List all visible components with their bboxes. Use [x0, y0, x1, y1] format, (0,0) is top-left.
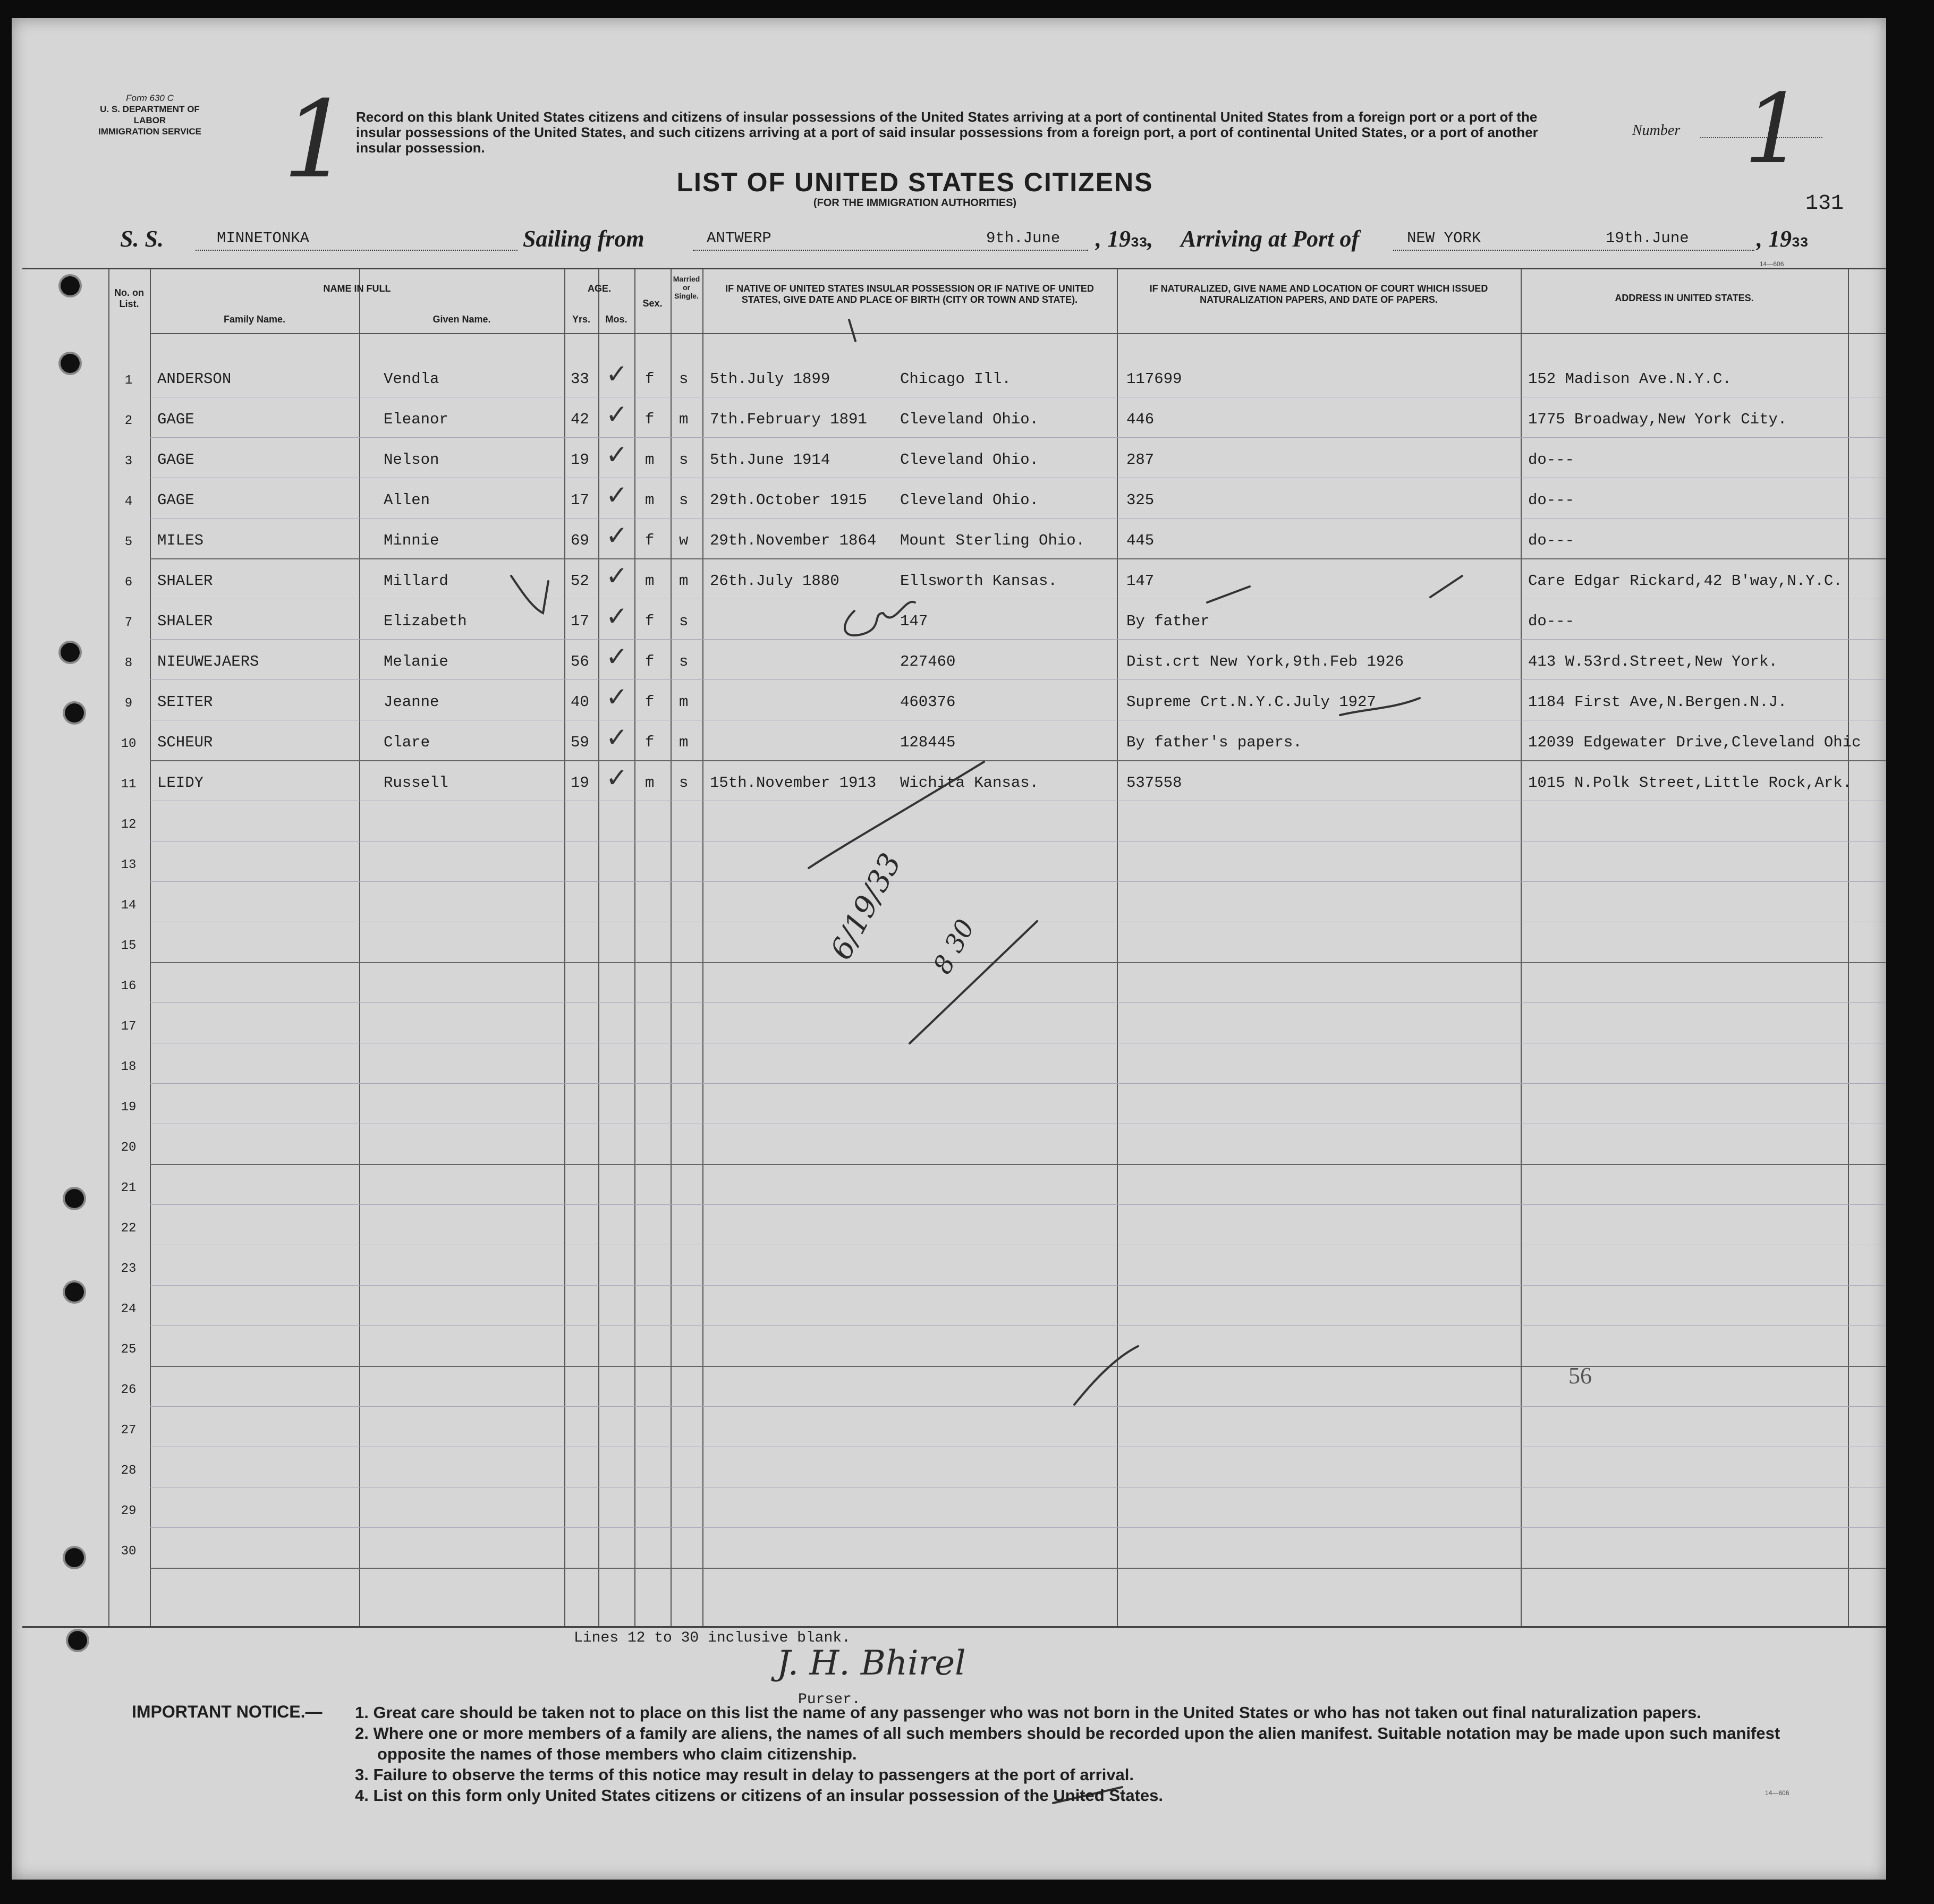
cell-status: s [679, 370, 689, 388]
sailing-year-prefix: 19 [1107, 226, 1131, 252]
stamp-number: 56 [1568, 1363, 1592, 1389]
manifest-sheet [12, 18, 1886, 1880]
cell-given-name: Nelson [384, 451, 439, 469]
row-number: 18 [121, 1060, 137, 1074]
cell-naturalization: Dist.crt New York,9th.Feb 1926 [1126, 653, 1404, 670]
cell-birth-date: 5th.June 1914 [710, 451, 830, 469]
cell-address: Care Edgar Rickard,42 B'way,N.Y.C. [1528, 572, 1843, 590]
arrival-year: , 1933 [1757, 226, 1809, 252]
cell-age: 33 [571, 370, 589, 388]
row-number: 24 [121, 1302, 137, 1316]
row-number: 29 [121, 1504, 137, 1518]
number-value: 1 [1744, 74, 1805, 185]
row-number: 7 [124, 616, 133, 630]
cell-address: do--- [1528, 491, 1575, 509]
cell-given-name: Eleanor [384, 411, 448, 428]
cell-address: 12039 Edgewater Drive,Cleveland Ohic [1528, 734, 1861, 751]
cell-sex: f [645, 411, 655, 428]
cell-address: 1184 First Ave,N.Bergen.N.J. [1528, 693, 1787, 711]
cell-birth-place: Ellsworth Kansas. [900, 572, 1057, 590]
row-number: 3 [124, 454, 133, 469]
col-header-given: Given Name. [432, 314, 491, 325]
col-header-mos: Mos. [605, 314, 627, 325]
check-mark-icon: ✓ [606, 641, 628, 672]
notice-item: 1. Great care should be taken not to place on this list the name of any passenger who was not born in the United States or who has not taken out final naturalization papers. [355, 1703, 1701, 1722]
cell-naturalization: 117699 [1126, 370, 1182, 388]
cell-birth-date: 29th.October 1915 [710, 491, 867, 509]
row-number: 12 [121, 818, 137, 832]
cell-naturalization: By father [1126, 613, 1210, 630]
cell-given-name: Allen [384, 491, 430, 509]
cell-address: 1775 Broadway,New York City. [1528, 411, 1787, 428]
cell-family-name: NIEUWEJAERS [157, 653, 259, 670]
row-number: 6 [124, 575, 133, 590]
arriving-label: Arriving at Port of [1181, 226, 1360, 252]
row-number: 25 [121, 1342, 137, 1357]
cell-sex: f [645, 370, 655, 388]
arrival-year-prefix: 19 [1768, 226, 1792, 252]
col-header-address: ADDRESS IN UNITED STATES. [1615, 293, 1754, 303]
check-mark-icon: ✓ [606, 399, 628, 430]
cell-birth-place: 460376 [900, 693, 956, 711]
number-label: Number [1632, 122, 1681, 139]
col-header-age: AGE. [587, 283, 611, 294]
cell-age: 42 [571, 411, 589, 428]
cell-family-name: ANDERSON [157, 370, 232, 388]
cell-naturalization: 537558 [1126, 774, 1182, 792]
notice-item: 3. Failure to observe the terms of this notice may result in delay to passengers at the port of arrival. [355, 1765, 1134, 1784]
col-header-sex: Sex. [642, 298, 663, 309]
cell-age: 56 [571, 653, 589, 670]
cell-given-name: Clare [384, 734, 430, 751]
cell-given-name: Minnie [384, 532, 439, 549]
row-number: 16 [121, 979, 137, 993]
cell-age: 69 [571, 532, 589, 549]
cell-birth-place: Wichita Kansas. [900, 774, 1039, 792]
cell-sex: m [645, 572, 655, 590]
notice-heading: IMPORTANT NOTICE.— [132, 1702, 323, 1721]
cell-given-name: Elizabeth [384, 613, 467, 630]
check-mark-icon: ✓ [606, 762, 628, 793]
row-number: 28 [121, 1464, 137, 1478]
cell-address: do--- [1528, 532, 1575, 549]
cell-status: s [679, 774, 689, 792]
cell-family-name: SEITER [157, 693, 213, 711]
row-number: 22 [121, 1221, 137, 1236]
col-header-birth: IF NATIVE OF UNITED STATES INSULAR POSSESSION OR IF NATIVE OF UNITED STATES, GIVE DATE AND PLACE OF BIRTH (CITY OR TOWN AND STATE). [725, 283, 1094, 305]
cell-birth-date: 5th.July 1899 [710, 370, 830, 388]
cell-age: 52 [571, 572, 589, 590]
cell-given-name: Russell [384, 774, 448, 792]
cell-status: m [679, 693, 689, 711]
cell-naturalization: 446 [1126, 411, 1155, 428]
purser-label: Purser. [798, 1692, 861, 1708]
row-number: 1 [124, 373, 133, 388]
cell-family-name: LEIDY [157, 774, 204, 792]
cell-family-name: GAGE [157, 451, 194, 469]
form-number: Form 630 C [126, 93, 174, 103]
cell-address: 413 W.53rd.Street,New York. [1528, 653, 1778, 670]
tick-mark [1207, 586, 1250, 602]
cell-sex: f [645, 613, 655, 630]
check-mark-icon: ✓ [606, 359, 628, 389]
printer-code: 14—606 [1760, 260, 1784, 268]
cell-age: 19 [571, 451, 589, 469]
check-mark-icon: ✓ [606, 520, 628, 551]
row-number: 26 [121, 1383, 137, 1397]
arrival-year-suffix: 33 [1792, 235, 1809, 251]
check-mark-icon: ✓ [606, 682, 628, 712]
row-number: 30 [121, 1544, 137, 1559]
cell-sex: m [645, 774, 655, 792]
check-mark-icon: ✓ [606, 560, 628, 591]
notice-item: 4. List on this form only United States citizens or citizens of an insular possession of the United States. [355, 1786, 1163, 1805]
cell-family-name: SHALER [157, 613, 213, 630]
cell-status: m [679, 734, 689, 751]
cell-sex: f [645, 693, 655, 711]
sailing-year: , 1933, [1096, 226, 1153, 252]
sailing-year-suffix: 33 [1131, 235, 1148, 251]
page-title: LIST OF UNITED STATES CITIZENS [676, 167, 1153, 197]
cell-family-name: MILES [157, 532, 204, 549]
check-mark-icon: ✓ [606, 601, 628, 632]
cell-sex: m [645, 451, 655, 469]
cell-status: s [679, 613, 689, 630]
diagonal-stroke [910, 921, 1037, 1043]
cell-sex: f [645, 532, 655, 549]
handwritten-marks [12, 18, 1886, 1880]
cell-age: 40 [571, 693, 589, 711]
page-subtitle: (FOR THE IMMIGRATION AUTHORITIES) [813, 197, 1017, 209]
initials-mark [511, 576, 548, 613]
footer-code: 14—606 [1765, 1789, 1789, 1797]
cell-given-name: Jeanne [384, 693, 439, 711]
cell-family-name: GAGE [157, 411, 194, 428]
check-mark-icon: ✓ [606, 439, 628, 470]
cell-given-name: Melanie [384, 653, 448, 670]
notice-list [355, 1702, 1843, 1806]
cell-naturalization: 325 [1126, 491, 1155, 509]
cell-status: s [679, 653, 689, 670]
cell-age: 17 [571, 491, 589, 509]
col-header-yrs: Yrs. [572, 314, 591, 325]
cell-address: 1015 N.Polk Street,Little Rock,Ark. [1528, 774, 1852, 792]
row-number: 21 [121, 1181, 137, 1195]
cell-naturalization: By father's papers. [1126, 734, 1302, 751]
cell-status: s [679, 451, 689, 469]
cell-sex: f [645, 734, 655, 751]
row-number: 15 [121, 939, 137, 953]
cell-naturalization: 147 [1126, 572, 1155, 590]
hand-time: 8 30 [927, 914, 981, 979]
cell-birth-place: Chicago Ill. [900, 370, 1011, 388]
row-number: 23 [121, 1262, 137, 1276]
row-number: 20 [121, 1141, 137, 1155]
ship-name: MINNETONKA [217, 230, 310, 247]
initials-mark [845, 602, 915, 635]
row-number: 8 [124, 656, 133, 670]
cell-family-name: SHALER [157, 572, 213, 590]
cell-birth-place: Cleveland Ohio. [900, 491, 1039, 509]
arrival-date: 19th.June [1606, 230, 1689, 247]
col-header-naturalized: IF NATURALIZED, GIVE NAME AND LOCATION OF COURT WHICH ISSUED NATURALIZATION PAPERS, AND DATE OF PAPERS. [1149, 283, 1488, 305]
cell-naturalization: 445 [1126, 532, 1155, 549]
check-mark-icon: ✓ [606, 480, 628, 511]
flourish-mark [1340, 698, 1420, 715]
cell-birth-date: 7th.February 1891 [710, 411, 867, 428]
col-header-married: Married or Single. [673, 275, 700, 300]
cell-sex: m [645, 491, 655, 509]
cell-age: 19 [571, 774, 589, 792]
cell-birth-date: 15th.November 1913 [710, 774, 877, 792]
faint-stroke [1074, 1346, 1138, 1405]
col-header-family: Family Name. [223, 314, 286, 325]
purser-signature: J. H. Bhirel [777, 1644, 966, 1683]
cell-status: s [679, 491, 689, 509]
col-header-name: NAME IN FULL [323, 283, 391, 294]
row-number: 19 [121, 1100, 137, 1115]
blank-lines-note: Lines 12 to 30 inclusive blank. [574, 1630, 851, 1646]
cell-given-name: Vendla [384, 370, 439, 388]
tick-mark [849, 320, 855, 341]
cell-age: 17 [571, 613, 589, 630]
cell-address: do--- [1528, 451, 1575, 469]
row-number: 5 [124, 535, 133, 549]
cell-family-name: SCHEUR [157, 734, 213, 751]
row-number: 17 [121, 1019, 137, 1034]
service-name: IMMIGRATION SERVICE [98, 126, 201, 137]
cell-birth-place: 227460 [900, 653, 956, 670]
corner-mark: 1 [283, 78, 351, 202]
cell-birth-date: 26th.July 1880 [710, 572, 839, 590]
row-number: 11 [121, 777, 137, 792]
cell-naturalization: 287 [1126, 451, 1155, 469]
row-number: 27 [121, 1423, 137, 1438]
sailing-port: ANTWERP [707, 230, 771, 247]
row-number: 14 [121, 898, 137, 913]
arrival-port: NEW YORK [1407, 230, 1481, 247]
department-name: U. S. DEPARTMENT OF LABOR [100, 104, 200, 125]
cell-naturalization: Supreme Crt.N.Y.C.July 1927 [1126, 693, 1376, 711]
cell-sex: f [645, 653, 655, 670]
cell-status: w [679, 532, 689, 549]
row-number: 9 [124, 696, 133, 711]
col-header-no: No. on List. [114, 287, 144, 309]
cell-birth-place: 128445 [900, 734, 956, 751]
cell-status: m [679, 572, 689, 590]
sailing-date: 9th.June [986, 230, 1061, 247]
ss-label: S. S. [120, 226, 164, 252]
cell-birth-place: Mount Sterling Ohio. [900, 532, 1085, 549]
signature-stroke [809, 762, 984, 868]
page-number: 131 [1805, 192, 1844, 216]
row-number: 10 [121, 737, 137, 751]
cell-address: do--- [1528, 613, 1575, 630]
cell-family-name: GAGE [157, 491, 194, 509]
sailing-label: Sailing from [523, 226, 644, 252]
cell-given-name: Millard [384, 572, 448, 590]
cell-birth-place: Cleveland Ohio. [900, 411, 1039, 428]
cell-birth-date: 29th.November 1864 [710, 532, 877, 549]
cell-age: 59 [571, 734, 589, 751]
cell-birth-place: 147 [900, 613, 928, 630]
cell-status: m [679, 411, 689, 428]
notice-item: 2. Where one or more members of a family are aliens, the names of all such members should be recorded upon the alien manifest. Suitable notation may be made upon such manifest opposite the names of those members who claim citizenship. [355, 1724, 1780, 1763]
row-number: 13 [121, 858, 137, 872]
form-instructions: Record on this blank United States citizens and citizens of insular possessions of the United States arriving at a port of continental United States from a foreign port or a port of the insular possessions of the United States, and such citizens arriving at a port of said insular possessions from a foreign port, a port of continental United States, or a port of another insular possession. [356, 109, 1538, 156]
cell-address: 152 Madison Ave.N.Y.C. [1528, 370, 1732, 388]
row-number: 4 [124, 495, 133, 509]
check-mark-icon: ✓ [606, 722, 628, 753]
hand-date: 6/19/33 [824, 847, 909, 966]
cell-birth-place: Cleveland Ohio. [900, 451, 1039, 469]
row-number: 2 [124, 414, 133, 428]
tick-mark [1430, 576, 1462, 597]
